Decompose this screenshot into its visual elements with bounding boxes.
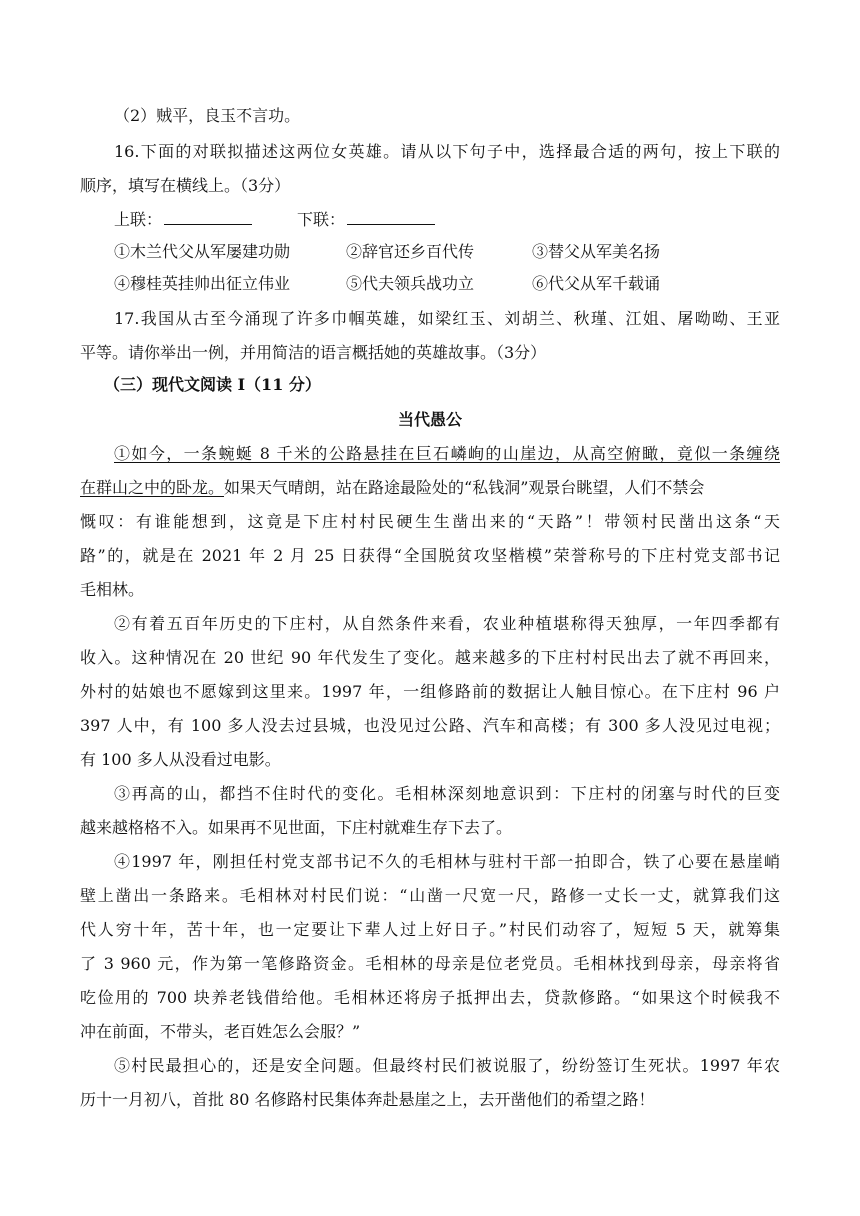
paragraph-2-line-5: 有 100 多人从没看过电影。	[80, 750, 281, 769]
paragraph-4-line-4: 了 3 960 元，作为第一笔修路资金。毛相林的母亲是位老党员。毛相林找到母亲，母亲将省	[80, 954, 780, 973]
option-3: ③替父从军美名扬	[532, 242, 661, 261]
paragraph-1-line-4: 路”的，就是在 2021 年 2 月 25 日获得“全国脱贫攻坚楷模”荣誉称号的下庄村党支部书记	[80, 546, 780, 565]
paragraph-3-line-1: ③再高的山，都挡不住时代的变化。毛相林深刻地意识到：下庄村的闭塞与时代的巨变	[114, 784, 780, 803]
paragraph-4-line-5: 吃俭用的 700 块养老钱借给他。毛相林还将房子抵押出去，贷款修路。“如果这个时候我不	[80, 988, 780, 1007]
paragraph-3-line-2: 越来越格格不入。如果再不见世面，下庄村就难生存下去了。	[80, 818, 513, 837]
question-16-line-1: 16.下面的对联拟描述这两位女英雄。请从以下句子中，选择最合适的两句，按上下联的	[114, 142, 780, 161]
paragraph-4-line-6: 冲在前面，不带头，老百姓怎么会服？”	[80, 1022, 361, 1041]
paragraph-4-line-3: 代人穷十年，苦十年，也一定要让下辈人过上好日子。”村民们动容了，短短 5 天，就筹集	[80, 920, 780, 939]
paragraph-1-line-1: ①如今，一条蜿蜒 8 千米的公路悬挂在巨石嶙峋的山崖边，从高空俯瞰，竟似一条缠绕	[114, 444, 780, 463]
option-4: ④穆桂英挂帅出征立伟业	[114, 274, 291, 293]
paragraph-5-line-2: 历十一月初八，首批 80 名修路村民集体奔赴悬崖之上，去开凿他们的希望之路！	[80, 1090, 655, 1109]
option-1: ①木兰代父从军屡建功勋	[114, 242, 291, 261]
option-2: ②辞官还乡百代传	[346, 242, 475, 261]
upper-couplet-label: 上联：	[114, 210, 163, 229]
article-title: 当代愚公	[397, 410, 462, 429]
question-17-line-2: 平等。请你举出一例，并用简洁的语言概括她的英雄故事。（3分）	[80, 343, 547, 362]
paragraph-4-line-2: 壁上凿出一条路来。毛相林对村民们说：“山凿一尺宽一尺，路修一丈长一丈，就算我们这	[80, 886, 780, 905]
lower-couplet-label: 下联：	[297, 210, 346, 229]
paragraph-2-line-4: 397 人中，有 100 多人没去过县城，也没见过公路、汽车和高楼；有 300 多人没见过电视；	[80, 716, 780, 735]
paragraph-1-line-2-rest: 如果天气晴朗，站在路途最险处的“私钱洞”观景台眺望，人们不禁会	[224, 478, 705, 497]
question-17-line-1: 17.我国从古至今涌现了许多巾帼英雄，如梁红玉、刘胡兰、秋瑾、江姐、屠呦呦、王亚	[114, 309, 780, 328]
paragraph-5-line-1: ⑤村民最担心的，还是安全问题。但最终村民们被说服了，纷纷签订生死状。1997 年农	[114, 1056, 780, 1075]
question-16-line-2: 顺序，填写在横线上。（3分）	[80, 176, 291, 195]
paragraph-2-line-1: ②有着五百年历史的下庄村，从自然条件来看，农业种植堪称得天独厚，一年四季都有	[114, 614, 780, 633]
paragraph-1-line-5: 毛相林。	[80, 580, 145, 599]
option-5: ⑤代夫领兵战功立	[346, 274, 475, 293]
answer-line-2: （2）贼平，良玉不言功。	[114, 106, 301, 125]
lower-couplet-field	[297, 210, 435, 230]
paragraph-1-line-3: 慨叹：有谁能想到，这竟是下庄村村民硬生生凿出来的“天路”！带领村民凿出这条“天	[80, 512, 780, 531]
upper-couplet-blank	[164, 210, 252, 225]
paragraph-2-line-2: 收入。这种情况在 20 世纪 90 年代发生了变化。越来越多的下庄村村民出去了就不再回来，	[80, 648, 780, 667]
upper-couplet-field	[114, 210, 252, 230]
option-6: ⑥代父从军千载诵	[532, 274, 661, 293]
underlined-sentence-end: 在群山之中的卧龙。	[80, 478, 225, 497]
paragraph-4-line-1: ④1997 年，刚担任村党支部书记不久的毛相林与驻村干部一拍即合，铁了心要在悬崖峭	[114, 852, 780, 871]
section-heading: （三）现代文阅读 I（11 分）	[104, 375, 321, 394]
paragraph-1-line-2	[80, 478, 780, 498]
lower-couplet-blank	[347, 210, 435, 225]
paragraph-2-line-3: 外村的姑娘也不愿嫁到这里来。1997 年，一组修路前的数据让人触目惊心。在下庄村 96 户	[80, 682, 780, 701]
